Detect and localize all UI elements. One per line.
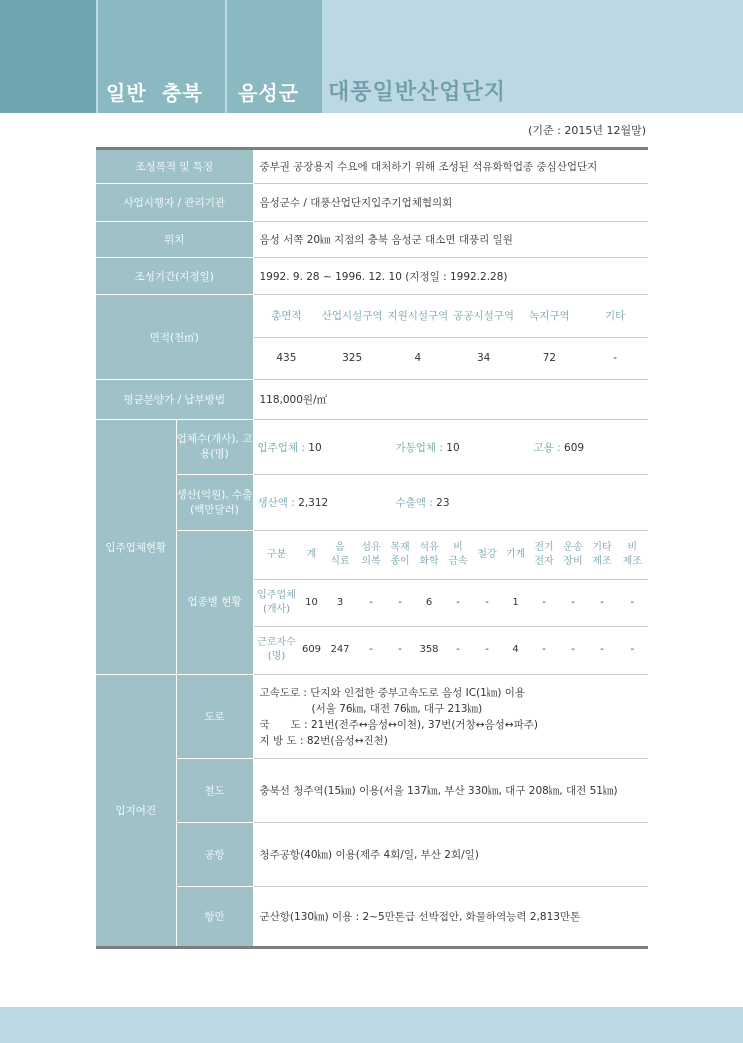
production-key: 수출액 :: [395, 497, 433, 509]
table-row: [96, 380, 648, 420]
port-value: 군산항(130㎞) 이용 : 2~5만톤급 선박접안, 화물하역능력 2,813만톤: [259, 911, 581, 923]
company-key: 고용 :: [533, 441, 561, 454]
industry-header: 구분: [254, 531, 300, 579]
rail-value: 충북선 청주역(15㎞) 이용(서울 137㎞, 부산 330㎞, 대구 208㎞, 대전 51㎞): [253, 759, 648, 823]
area-value: 34: [476, 352, 491, 365]
industry-header: 계: [300, 531, 324, 579]
developer-label: 사업시행자 / 관리기관: [96, 184, 253, 222]
conditions-label: 입지여건: [96, 675, 176, 948]
industry-label: 업종별 현황: [176, 531, 253, 675]
area-header: 공공시설구역: [451, 295, 517, 337]
table-row: [96, 222, 648, 258]
price-value: 118,000원/㎡: [253, 380, 648, 420]
tenants-label: 입주업체현황: [96, 420, 176, 675]
table-row: [96, 823, 648, 887]
industry-value: 247: [330, 644, 350, 656]
price-label: 평균분양가 / 납부방법: [96, 380, 253, 420]
industry-value: -: [588, 579, 617, 626]
industry-value: -: [571, 644, 575, 656]
industry-value: -: [530, 579, 559, 626]
industry-value: 1: [502, 579, 530, 626]
road-cell: [253, 675, 648, 759]
industry-value: 3: [324, 579, 357, 626]
industry-value: -: [369, 644, 373, 656]
area-subtable: [254, 295, 649, 379]
industry-header: 비 제조: [617, 531, 649, 579]
table-row: [96, 295, 648, 380]
complex-info-table: [96, 147, 648, 949]
rail-label: 철도: [176, 759, 253, 823]
production-value: 2,312: [298, 497, 329, 509]
industry-value: -: [559, 579, 588, 626]
airport-label: 공항: [176, 823, 253, 887]
production-label: 생산(억원), 수출(백만달러): [176, 475, 253, 531]
road-line: (서울 76㎞, 대전 76㎞, 대구 213㎞): [311, 702, 483, 715]
industry-header: 목재 종이: [386, 531, 415, 579]
basis-date: (기준 : 2015년 12월말): [528, 124, 646, 137]
production-cell: [253, 475, 648, 531]
industry-value: -: [386, 579, 415, 626]
industry-cell: [253, 531, 648, 675]
industry-subtable: [254, 531, 649, 674]
table-row: [96, 420, 648, 475]
industry-header: 운송 장비: [559, 531, 588, 579]
footer-bar: [0, 1007, 743, 1043]
table-row: [96, 531, 648, 675]
industry-value: 358: [419, 644, 439, 656]
road-line: 국 도 : 21번(전주↔음성↔이천), 37번(거창↔음성↔파주): [259, 718, 538, 731]
companies-label: 업체수(개사), 고용(명): [176, 420, 253, 475]
port-label: 항만: [176, 887, 253, 948]
developer-value: 음성군수 / 대풍산업단지입주기업체협의회: [253, 184, 648, 222]
industry-value: -: [542, 644, 546, 656]
company-value: 10: [308, 441, 322, 454]
area-value: 4: [414, 352, 422, 365]
industry-header: 섬유 의복: [357, 531, 386, 579]
period-label: 조성기간(지정일): [96, 258, 253, 295]
table-row: [96, 675, 648, 759]
location-value: 음성 서쪽 20㎞ 지점의 충북 음성군 대소면 대풍리 일원: [253, 222, 648, 258]
industry-header: 철강: [473, 531, 502, 579]
company-key: 가동업체 :: [395, 441, 443, 454]
industry-row-label: 근로자수 (명): [257, 637, 296, 663]
period-value: 1992. 9. 28 ~ 1996. 12. 10 (지정일 : 1992.2.28): [253, 258, 648, 295]
purpose-value: 중부권 공장용지 수요에 대처하기 위해 조성된 석유화학업종 중심산업단지: [253, 149, 648, 184]
area-header: 산업시설구역: [319, 295, 385, 337]
road-label: 도로: [176, 675, 253, 759]
industry-value: -: [600, 644, 604, 656]
header-category: 일반: [106, 81, 147, 105]
industry-value: -: [485, 644, 489, 656]
industry-value: -: [617, 579, 649, 626]
table-row: [96, 475, 648, 531]
airport-value: 청주공항(40㎞) 이용(제주 4회/일, 부산 2회/일): [253, 823, 648, 887]
industry-header: 비 금속: [444, 531, 473, 579]
road-line: 지 방 도 : 82번(음성↔진천): [259, 734, 388, 747]
table-row: [96, 759, 648, 823]
header-county: 음성군: [238, 81, 299, 105]
industry-value: -: [456, 644, 460, 656]
area-value: 72: [542, 352, 557, 365]
page-title: 대풍일반산업단지: [328, 80, 507, 105]
table-row: [96, 149, 648, 184]
industry-value: -: [473, 579, 502, 626]
production-key: 생산액 :: [257, 497, 295, 509]
industry-value: -: [398, 644, 402, 656]
industry-value: 10: [300, 579, 324, 626]
industry-value: 609: [301, 644, 322, 656]
industry-header: 음 식료: [324, 531, 357, 579]
area-value: 435: [276, 352, 297, 365]
industry-header: 기계: [502, 531, 530, 579]
industry-header: 전기 전자: [530, 531, 559, 579]
location-label: 위치: [96, 222, 253, 258]
company-value: 10: [446, 441, 460, 454]
area-header: 총면적: [254, 295, 320, 337]
production-value: 23: [436, 497, 450, 509]
industry-value: -: [357, 579, 386, 626]
industry-header: 석유 화학: [415, 531, 444, 579]
table-row: [96, 258, 648, 295]
industry-value: -: [444, 579, 473, 626]
area-header: 기타: [582, 295, 648, 337]
company-key: 입주업체 :: [257, 441, 305, 454]
area-header: 지원시설구역: [385, 295, 451, 337]
industry-value: 6: [415, 579, 444, 626]
area-header: 녹지구역: [517, 295, 583, 337]
header-banner-block: [0, 0, 96, 113]
area-cell: [253, 295, 648, 380]
industry-row-label: 입주업체 (개사): [254, 579, 300, 626]
area-value: 325: [342, 352, 363, 365]
table-row: [96, 887, 648, 948]
purpose-label: 조성목적 및 특징: [96, 149, 253, 184]
header-province: 충북: [162, 81, 203, 105]
table-row: [96, 184, 648, 222]
companies-cell: [253, 420, 648, 475]
area-label: 면적(천㎡): [96, 295, 253, 380]
road-line: 고속도로 : 단지와 인접한 중부고속도로 음성 IC(1㎞) 이용: [259, 686, 526, 699]
company-value: 609: [564, 441, 585, 454]
industry-value: -: [630, 644, 635, 656]
industry-value: 4: [512, 644, 519, 656]
industry-header: 기타 제조: [588, 531, 617, 579]
area-value: -: [613, 352, 618, 365]
